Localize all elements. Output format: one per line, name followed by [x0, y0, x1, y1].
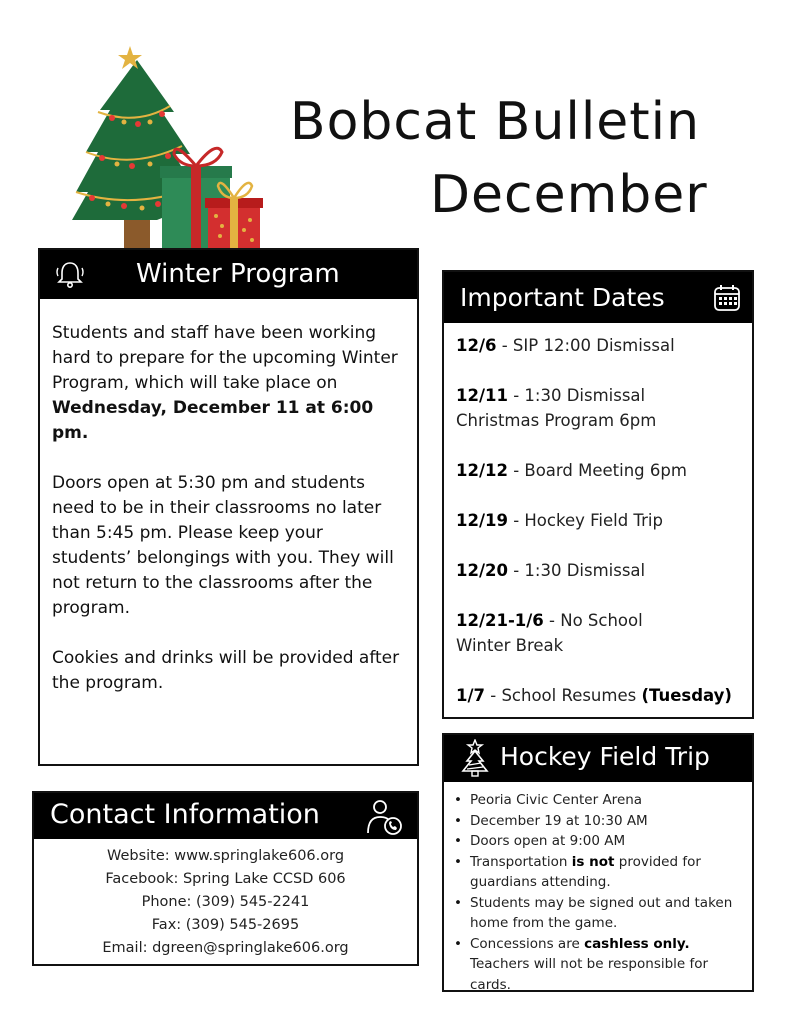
list-item: • Peoria Civic Center Arena — [454, 790, 744, 811]
contact-fax: Fax: (309) 545-2695 — [151, 917, 300, 933]
contact-phone: Phone: (309) 545-2241 — [141, 894, 310, 910]
hockey-field-trip-section — [442, 733, 754, 992]
contact-facebook: Facebook: Spring Lake CCSD 606 — [105, 871, 346, 887]
contact-email: Email: dgreen@springlake606.org — [102, 940, 349, 956]
important-dates-section — [442, 270, 754, 719]
hockey-title: Hockey Field Trip — [500, 742, 710, 771]
christmas-tree-icon — [458, 739, 492, 779]
date-entry: 12/21-1/6 - No School Winter Break — [456, 611, 643, 655]
christmas-tree-gifts-illustration — [62, 42, 272, 252]
bulletin-month: December — [430, 165, 708, 225]
important-dates-title: Important Dates — [460, 283, 665, 312]
date-entry: 12/20 - 1:30 Dismissal — [456, 561, 646, 580]
contact-body — [34, 839, 417, 960]
important-dates-header — [444, 272, 752, 323]
winter-program-title: Winter Program — [136, 259, 340, 289]
contact-header — [34, 793, 417, 839]
calendar-icon — [712, 283, 742, 313]
hockey-header — [444, 735, 752, 782]
winter-program-date: Wednesday, December 11 at 6:00 pm. — [52, 398, 374, 443]
list-item: • Concessions are cashless only. Teachers will not be responsible for cards. — [454, 934, 744, 996]
winter-program-section — [38, 248, 419, 766]
contact-title: Contact Information — [50, 799, 320, 830]
date-entry: 1/7 - School Resumes (Tuesday) — [456, 686, 732, 705]
winter-program-paragraph-1: Students and staff have been working hard to prepare for the upcoming Winter Program, which will take place on Wednesday, December 11 at 6:00 pm. — [52, 323, 398, 443]
date-entry: 12/11 - 1:30 Dismissal Christmas Program 6pm — [456, 386, 657, 430]
person-phone-icon — [365, 797, 405, 837]
important-dates-body — [444, 323, 752, 708]
bulletin-title: Bobcat Bulletin — [289, 92, 701, 152]
contact-section — [32, 791, 419, 966]
winter-program-body — [40, 299, 417, 696]
winter-program-paragraph-2: Doors open at 5:30 pm and students need to be in their classrooms no later than 5:45 pm. Please keep your students’ belongings with you. They will not return to the classrooms after the program. — [52, 473, 394, 618]
hockey-details-list — [444, 782, 752, 995]
winter-program-paragraph-3: Cookies and drinks will be provided after the program. — [52, 648, 400, 693]
winter-program-header — [40, 250, 417, 299]
bell-icon — [54, 258, 86, 290]
list-item: • Doors open at 9:00 AM — [454, 831, 744, 852]
date-entry: 12/6 - SIP 12:00 Dismissal — [456, 336, 675, 355]
list-item: • Transportation is not provided for guardians attending. — [454, 852, 744, 893]
contact-website: Website: www.springlake606.org — [106, 848, 345, 864]
list-item: • December 19 at 10:30 AM — [454, 811, 744, 832]
date-entry: 12/12 - Board Meeting 6pm — [456, 461, 687, 480]
date-entry: 12/19 - Hockey Field Trip — [456, 511, 663, 530]
list-item: • Students may be signed out and taken home from the game. — [454, 893, 744, 934]
